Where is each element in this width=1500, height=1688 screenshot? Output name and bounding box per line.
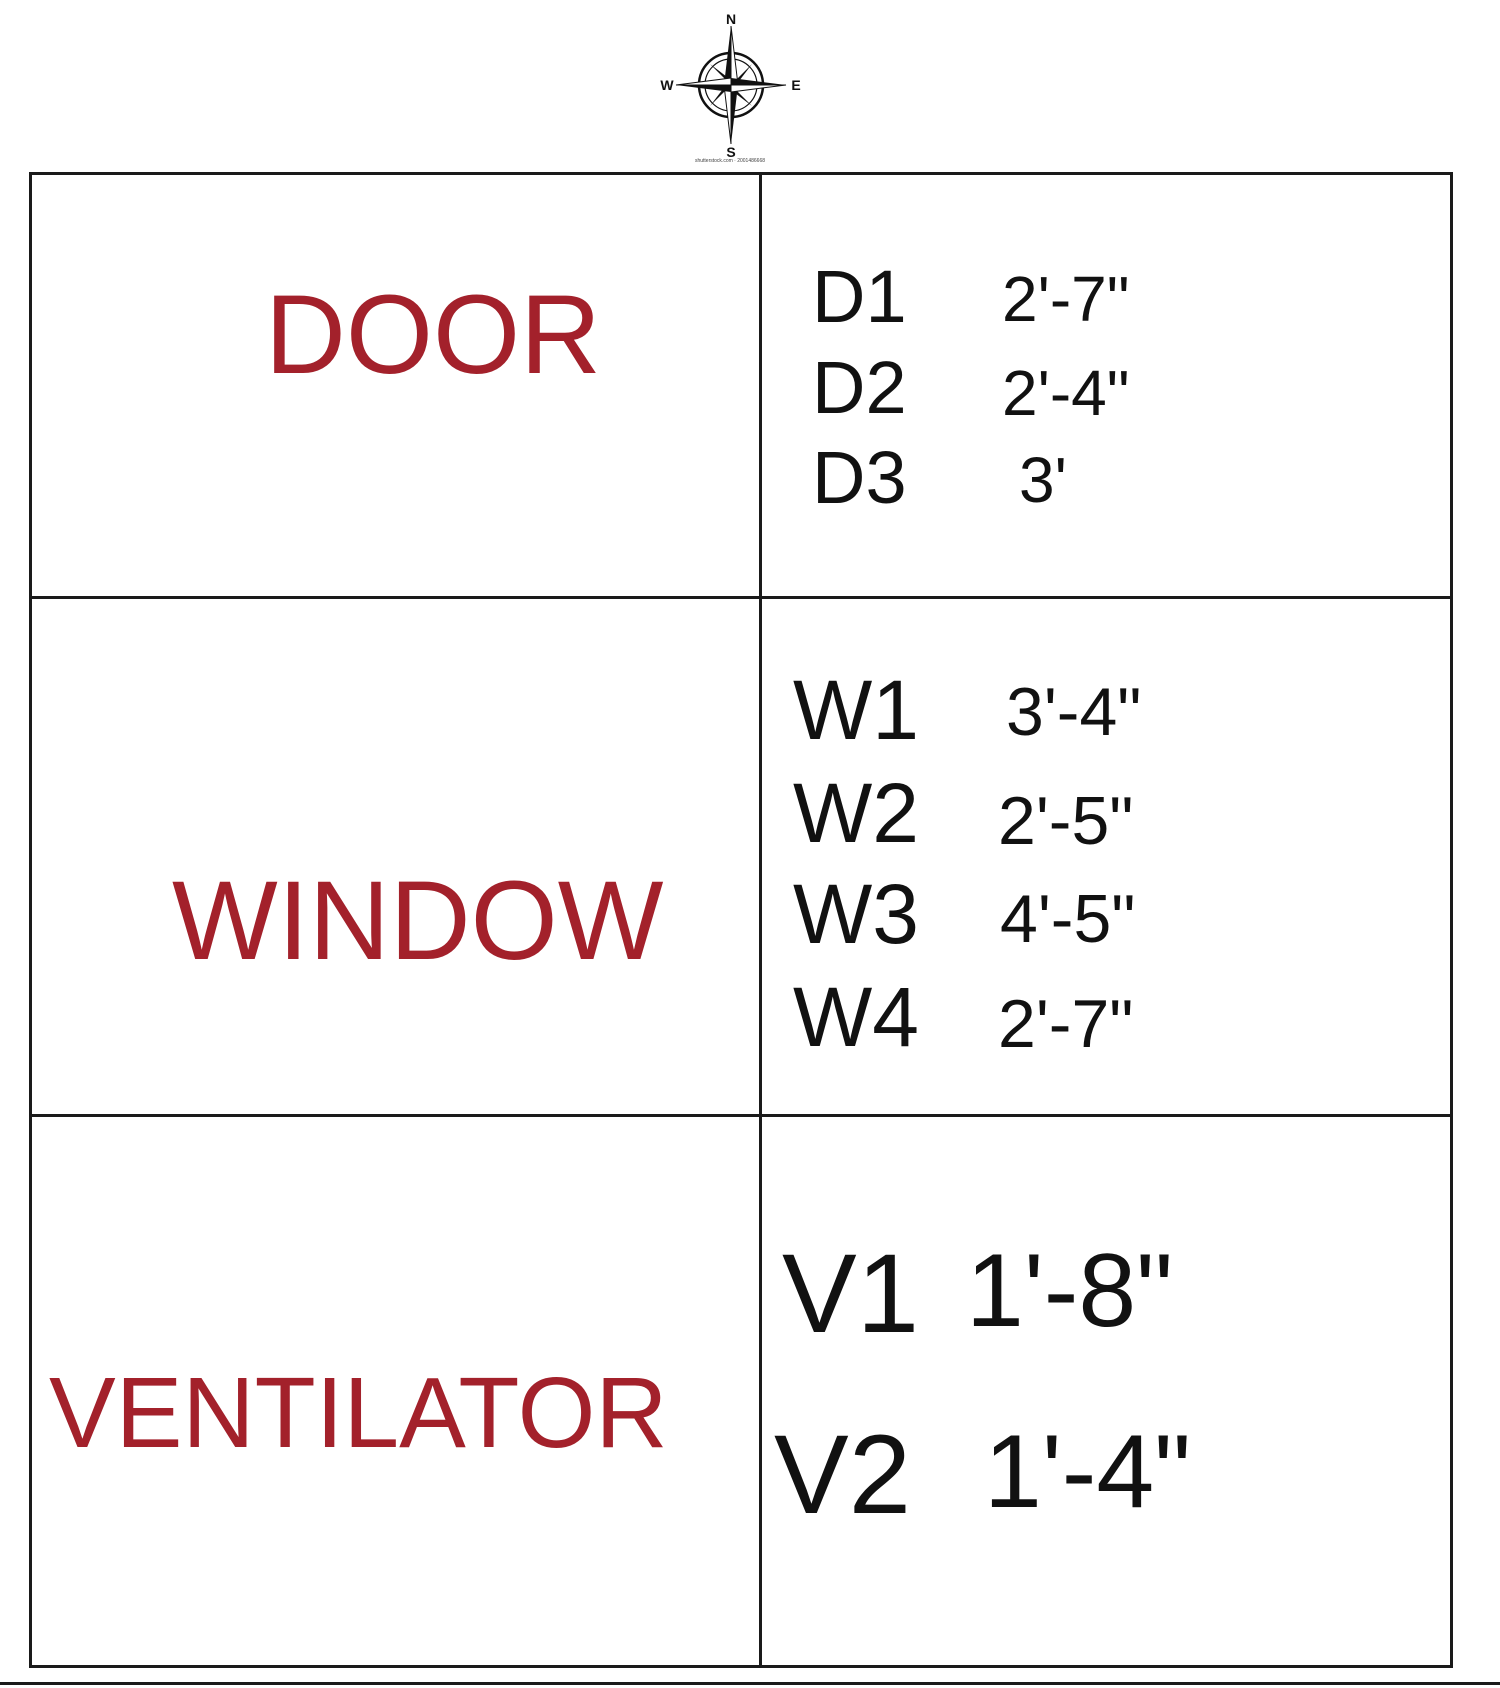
- compass-point-e-half: [731, 85, 786, 92]
- window-code-w1: W1: [793, 663, 919, 757]
- door-category-label: DOOR: [265, 272, 601, 397]
- ventilator-category-label: VENTILATOR: [49, 1357, 668, 1469]
- bottom-border-line: [0, 1682, 1500, 1685]
- watermark-text: shutterstock.com · 2001486668: [694, 158, 766, 164]
- door-size-d1: 2'-7": [1002, 263, 1130, 335]
- window-category-label: WINDOW: [172, 858, 664, 983]
- column-divider: [759, 175, 762, 1665]
- door-code-d2: D2: [812, 346, 907, 429]
- compass-point-w-half: [676, 78, 731, 85]
- ventilator-size-v2: 1'-4": [984, 1414, 1192, 1530]
- window-size-w2: 2'-5": [998, 783, 1134, 859]
- opening-schedule-table: [29, 172, 1453, 1668]
- window-size-w3: 4'-5": [1000, 881, 1136, 957]
- compass-graphic: [656, 10, 806, 160]
- ventilator-code-v1: V1: [782, 1231, 919, 1356]
- door-code-d1: D1: [812, 255, 907, 338]
- ventilator-size-v1: 1'-8": [966, 1233, 1174, 1349]
- compass-label-w: W: [660, 77, 674, 93]
- compass-point-n-half: [731, 26, 738, 85]
- compass-rose-icon: [656, 10, 806, 160]
- window-code-w2: W2: [793, 766, 919, 860]
- compass-label-e: E: [791, 77, 801, 93]
- compass-label-s: S: [726, 144, 736, 160]
- ventilator-code-v2: V2: [774, 1412, 911, 1537]
- window-size-w4: 2'-7": [998, 986, 1134, 1062]
- door-size-d3: 3': [1019, 444, 1067, 516]
- window-code-w3: W3: [793, 867, 919, 961]
- compass-label-n: N: [725, 11, 737, 27]
- door-code-d3: D3: [812, 436, 907, 519]
- door-size-d2: 2'-4": [1002, 357, 1130, 429]
- compass-point-s-half: [724, 85, 731, 144]
- row-divider-1: [32, 596, 1450, 599]
- window-code-w4: W4: [793, 970, 919, 1064]
- window-size-w1: 3'-4": [1006, 674, 1142, 750]
- row-divider-2: [32, 1114, 1450, 1117]
